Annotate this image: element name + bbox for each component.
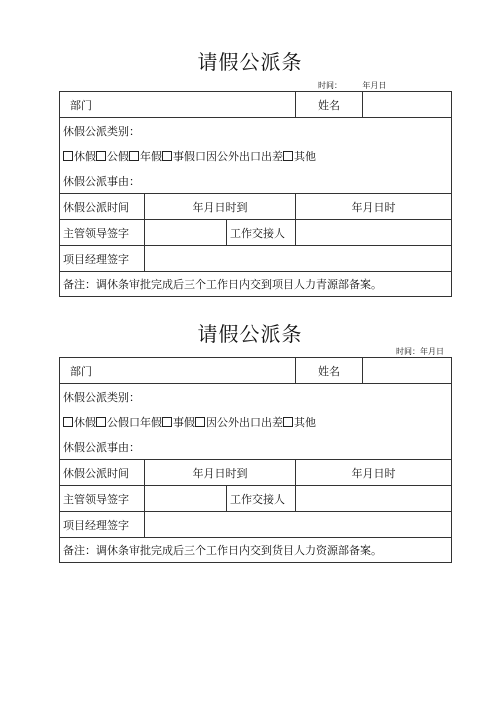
checkbox[interactable]	[162, 417, 172, 427]
time-to: 年月日时	[296, 460, 452, 486]
pm-field[interactable]	[145, 512, 452, 538]
handover-label: 工作交接人	[227, 220, 296, 246]
leader-field[interactable]	[145, 486, 227, 512]
leader-field[interactable]	[145, 220, 227, 246]
date-line: 时间： 年月日	[318, 81, 387, 90]
leader-label: 主管领导签字	[60, 486, 145, 512]
pm-label: 项目经理签字	[60, 512, 145, 538]
checkbox[interactable]	[96, 417, 106, 427]
pm-label: 项目经理签字	[60, 246, 145, 272]
row-dept	[60, 358, 452, 384]
option-label: 事假口因公外出口出差	[173, 149, 283, 163]
leave-type-options	[60, 143, 452, 168]
time-from: 年月日时到	[145, 194, 296, 220]
checkbox[interactable]	[283, 417, 293, 427]
name-field[interactable]	[363, 358, 452, 384]
option-label: 休假	[74, 149, 96, 163]
name-label: 姓名	[296, 358, 363, 384]
checkbox[interactable]	[162, 151, 172, 161]
time-label: 休假公派时间	[60, 460, 145, 486]
dept-label: 部门	[60, 92, 296, 118]
type-label: 休假公派类别：	[60, 384, 452, 410]
type-label: 休假公派类别：	[60, 118, 452, 144]
checkbox[interactable]	[195, 417, 205, 427]
option-label: 休假	[74, 415, 96, 429]
time-to: 年月日时	[296, 194, 452, 220]
option-label: 其他	[294, 149, 316, 163]
leave-type-options	[60, 409, 452, 434]
leader-label: 主管领导签字	[60, 220, 145, 246]
checkbox[interactable]	[63, 417, 73, 427]
form-table	[59, 357, 452, 563]
option-label: 公假	[107, 149, 129, 163]
reason-label: 休假公派事由：	[60, 168, 452, 194]
handover-field[interactable]	[296, 220, 452, 246]
time-label: 休假公派时间	[60, 194, 145, 220]
form-title: 请假公派条	[197, 322, 303, 346]
dept-label: 部门	[60, 358, 296, 384]
checkbox[interactable]	[129, 151, 139, 161]
option-label: 年假	[140, 149, 162, 163]
note: 备注：调休条审批完成后三个工作日内交到货目人力资源部备案。	[60, 538, 452, 563]
name-field[interactable]	[363, 92, 452, 118]
row-dept	[60, 92, 452, 118]
time-from: 年月日时到	[145, 460, 296, 486]
pm-field[interactable]	[145, 246, 452, 272]
checkbox[interactable]	[283, 151, 293, 161]
form-table	[59, 91, 452, 297]
option-label: 因公外出口出差	[206, 415, 283, 429]
name-label: 姓名	[296, 92, 363, 118]
option-label: 事假	[173, 415, 195, 429]
checkbox[interactable]	[63, 151, 73, 161]
date-line: 时间：年月日	[396, 347, 444, 356]
form-title: 请假公派条	[197, 50, 303, 74]
note: 备注：调休条审批完成后三个工作日内交到项目人力青源部备案。	[60, 272, 452, 297]
option-label: 公假口年假	[107, 415, 162, 429]
reason-label: 休假公派事由：	[60, 434, 452, 460]
checkbox[interactable]	[96, 151, 106, 161]
option-label: 其他	[294, 415, 316, 429]
handover-label: 工作交接人	[227, 486, 296, 512]
handover-field[interactable]	[296, 486, 452, 512]
